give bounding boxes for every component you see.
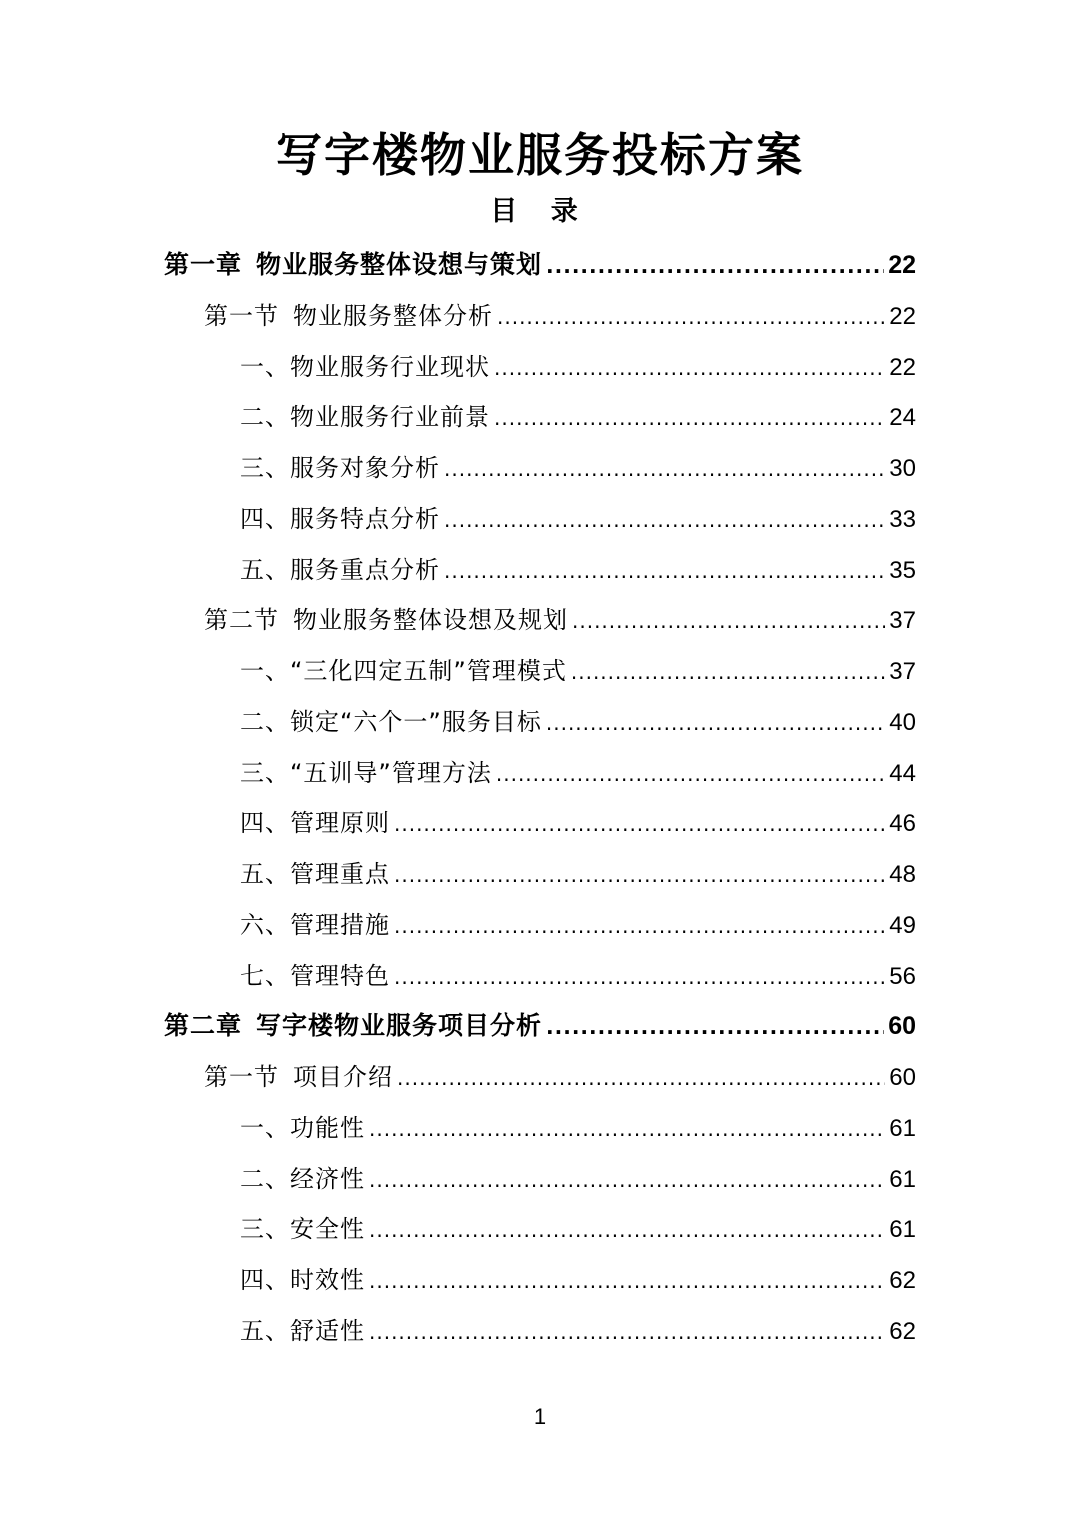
toc-page-number: 60 [888, 1012, 916, 1041]
toc-dot-leader [394, 850, 885, 901]
toc-entry-prefix: 第一节 [204, 1063, 279, 1091]
toc-entry-text: 四、管理原则 [240, 809, 390, 838]
toc-page-number: 22 [889, 353, 916, 381]
toc-chapter-entry[interactable] [0, 1001, 1080, 1052]
toc-item-entry[interactable] [0, 951, 1080, 1002]
document-title: 写字楼物业服务投标方案 [276, 128, 804, 182]
toc-dot-leader [496, 749, 885, 800]
toc-entry-text: 五、舒适性 [240, 1316, 365, 1345]
toc-entry-prefix: 第二节 [204, 606, 279, 635]
toc-section-entry[interactable] [0, 291, 1080, 342]
toc-item-entry[interactable] [0, 494, 1080, 545]
toc-heading: 目 录 [490, 196, 590, 227]
toc-page-number: 48 [889, 861, 916, 888]
toc-entry-label [240, 342, 490, 393]
toc-page-number: 60 [889, 1064, 916, 1091]
toc-page-number: 35 [889, 556, 916, 584]
toc-page-number: 46 [889, 810, 916, 838]
toc-page-number: 61 [889, 1165, 916, 1193]
toc-page-number: 24 [889, 404, 916, 432]
toc-dot-leader [394, 952, 885, 1003]
toc-entry-text: 二、锁定“六个一”服务目标 [240, 707, 542, 736]
toc-entry-prefix: 第一章 [164, 250, 243, 279]
toc-page-number: 61 [889, 1216, 916, 1244]
toc-entry-text: 一、“三化四定五制”管理模式 [240, 657, 567, 685]
toc-entry-text: 一、物业服务行业现状 [240, 352, 490, 381]
toc-dot-leader [497, 292, 885, 343]
toc-item-entry[interactable] [0, 1103, 1080, 1154]
toc-entry-label [240, 900, 390, 951]
toc-entry-label [240, 697, 542, 748]
toc-entry-text: 二、物业服务行业前景 [240, 403, 490, 432]
toc-page-number: 30 [889, 455, 916, 482]
toc-item-entry[interactable] [0, 1154, 1080, 1205]
toc-entry-text: 三、“五训导”管理方法 [240, 758, 492, 787]
toc-dot-leader [369, 1307, 885, 1358]
toc-page-number: 22 [888, 251, 916, 279]
toc-entry-prefix: 第一节 [204, 301, 279, 330]
toc-item-entry[interactable] [0, 697, 1080, 748]
toc-dot-leader [394, 799, 885, 850]
toc-entry-label [240, 951, 390, 1002]
toc-section-entry[interactable] [0, 595, 1080, 646]
toc-item-entry[interactable] [0, 1204, 1080, 1255]
toc-entry-text: 七、管理特色 [240, 961, 390, 990]
toc-entry-label [240, 798, 390, 849]
toc-dot-leader [369, 1256, 885, 1307]
toc-entry-label [240, 443, 440, 494]
toc-dot-leader [546, 698, 885, 749]
toc-page-number: 62 [889, 1267, 916, 1294]
toc-entry-label [240, 1154, 365, 1205]
toc-dot-leader [369, 1155, 885, 1206]
toc-dot-leader [444, 495, 885, 546]
toc-entry-label [204, 595, 568, 646]
toc-page-number: 37 [889, 607, 916, 635]
toc-entry-text: 物业服务整体设想与策划 [256, 250, 543, 279]
toc-item-entry[interactable] [0, 748, 1080, 799]
toc-entry-label [240, 494, 440, 545]
toc-dot-leader [369, 1104, 885, 1155]
toc-entry-text: 项目介绍 [293, 1063, 393, 1091]
toc-entry-label [240, 1204, 365, 1255]
toc-item-entry[interactable] [0, 392, 1080, 443]
toc-entry-text: 六、管理措施 [240, 910, 390, 939]
toc-item-entry[interactable] [0, 1255, 1080, 1306]
toc-dot-leader [369, 1205, 885, 1256]
toc-page-number: 61 [889, 1114, 916, 1142]
toc-entry-label [240, 392, 490, 443]
toc-entry-text: 五、服务重点分析 [240, 555, 440, 584]
table-of-contents [0, 240, 1080, 1357]
toc-entry-text: 写字楼物业服务项目分析 [256, 1011, 543, 1041]
toc-dot-leader [546, 1002, 884, 1053]
toc-entry-label [240, 748, 492, 799]
toc-dot-leader [397, 1053, 885, 1104]
page-number: 1 [533, 1404, 547, 1429]
toc-entry-label [240, 646, 567, 697]
toc-page-number: 33 [889, 505, 916, 533]
toc-entry-label [204, 1052, 393, 1103]
toc-dot-leader [572, 596, 885, 647]
toc-entry-text: 二、经济性 [240, 1164, 365, 1193]
toc-entry-text: 四、时效性 [240, 1266, 365, 1294]
toc-entry-label [240, 1103, 365, 1154]
toc-item-entry[interactable] [0, 849, 1080, 900]
toc-entry-text: 五、管理重点 [240, 860, 390, 888]
toc-page-number: 62 [889, 1317, 916, 1345]
toc-section-entry[interactable] [0, 1052, 1080, 1103]
toc-item-entry[interactable] [0, 443, 1080, 494]
toc-page-number: 37 [889, 658, 916, 685]
toc-entry-label [204, 291, 493, 342]
toc-chapter-entry[interactable] [0, 240, 1080, 291]
toc-item-entry[interactable] [0, 545, 1080, 596]
toc-dot-leader [571, 647, 885, 698]
toc-item-entry[interactable] [0, 798, 1080, 849]
toc-item-entry[interactable] [0, 342, 1080, 393]
toc-entry-text: 三、服务对象分析 [240, 454, 440, 482]
toc-page-number: 56 [889, 962, 916, 990]
toc-entry-text: 物业服务整体设想及规划 [293, 606, 568, 635]
toc-dot-leader [494, 393, 885, 444]
toc-dot-leader [444, 444, 885, 495]
toc-dot-leader [394, 901, 885, 952]
toc-dot-leader [444, 546, 885, 597]
toc-entry-label [240, 545, 440, 596]
toc-entry-label [164, 240, 542, 291]
toc-dot-leader [546, 241, 884, 292]
toc-entry-prefix: 第二章 [164, 1011, 243, 1041]
toc-page-number: 40 [889, 708, 916, 736]
toc-entry-text: 一、功能性 [240, 1113, 365, 1142]
toc-page-number: 22 [889, 302, 916, 330]
toc-item-entry[interactable] [0, 646, 1080, 697]
toc-entry-label [164, 1001, 542, 1052]
toc-entry-text: 物业服务整体分析 [293, 301, 493, 330]
toc-item-entry[interactable] [0, 1306, 1080, 1357]
toc-dot-leader [494, 343, 885, 394]
toc-item-entry[interactable] [0, 900, 1080, 951]
toc-entry-label [240, 849, 390, 900]
toc-entry-text: 四、服务特点分析 [240, 504, 440, 533]
toc-entry-label [240, 1306, 365, 1357]
toc-page-number: 49 [889, 911, 916, 939]
toc-page-number: 44 [889, 759, 916, 787]
toc-entry-label [240, 1255, 365, 1306]
toc-entry-text: 三、安全性 [240, 1215, 365, 1244]
